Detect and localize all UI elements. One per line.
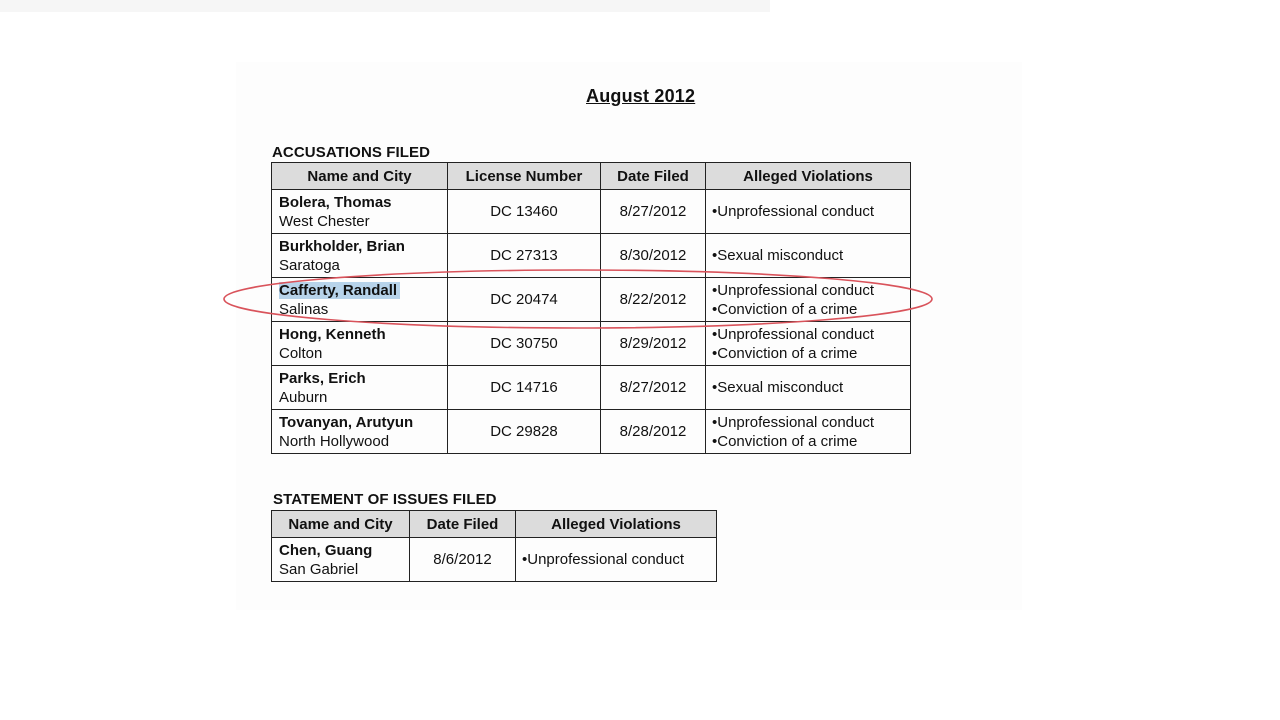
table-row (272, 322, 911, 366)
top-strip (0, 0, 770, 12)
column-header-alleged-violations: Alleged Violations (706, 163, 911, 190)
violation-item: •Conviction of a crime (712, 432, 858, 450)
table-row (272, 538, 717, 582)
violation-item: •Sexual misconduct (712, 379, 844, 396)
highlighted-respondent-name[interactable]: Cafferty, Randall (279, 282, 400, 299)
respondent-city: Auburn (279, 388, 328, 406)
respondent-city: San Gabriel (279, 560, 359, 578)
violation-item: •Sexual misconduct (712, 247, 844, 264)
name-city-cell (272, 190, 448, 234)
name-city-cell (272, 322, 448, 366)
date-filed-cell: 8/27/2012 (601, 366, 706, 410)
respondent-name: Parks, Erich (279, 369, 366, 387)
name-city-cell (272, 366, 448, 410)
date-filed-cell: 8/27/2012 (601, 190, 706, 234)
table-row-highlighted (272, 278, 911, 322)
date-filed-cell: 8/22/2012 (601, 278, 706, 322)
name-city-cell (272, 278, 448, 322)
column-header-date-filed: Date Filed (601, 163, 706, 190)
respondent-city: North Hollywood (279, 432, 390, 450)
column-header-name-city: Name and City (272, 163, 448, 190)
statements-table (271, 510, 717, 582)
respondent-city: West Chester (279, 212, 370, 230)
column-header-alleged-violations: Alleged Violations (516, 511, 717, 538)
violations-cell (706, 322, 911, 366)
respondent-city: Colton (279, 344, 323, 362)
violations-cell (706, 234, 911, 278)
license-number-cell: DC 27313 (448, 234, 601, 278)
violations-cell (516, 538, 717, 582)
respondent-name: Burkholder, Brian (279, 237, 405, 255)
name-city-cell (272, 410, 448, 454)
violations-cell (706, 278, 911, 322)
date-filed-cell: 8/29/2012 (601, 322, 706, 366)
column-header-date-filed: Date Filed (410, 511, 516, 538)
respondent-name: Hong, Kenneth (279, 325, 386, 343)
name-city-cell (272, 234, 448, 278)
violations-cell (706, 190, 911, 234)
violation-item: •Conviction of a crime (712, 300, 858, 318)
license-number-cell: DC 30750 (448, 322, 601, 366)
violation-item: •Unprofessional conduct (712, 325, 875, 343)
respondent-name: Tovanyan, Arutyun (279, 413, 414, 431)
column-header-license-number: License Number (448, 163, 601, 190)
table-row (272, 410, 911, 454)
table-row (272, 190, 911, 234)
license-number-cell: DC 13460 (448, 190, 601, 234)
violations-cell (706, 366, 911, 410)
statements-heading: STATEMENT OF ISSUES FILED (273, 491, 497, 508)
table-header-row (272, 163, 911, 190)
accusations-heading: ACCUSATIONS FILED (272, 144, 431, 161)
license-number-cell: DC 20474 (448, 278, 601, 322)
respondent-city: Salinas (279, 300, 329, 318)
table-row (272, 234, 911, 278)
respondent-city: Saratoga (279, 256, 340, 274)
violation-item: •Unprofessional conduct (712, 281, 875, 299)
respondent-name: Bolera, Thomas (279, 193, 392, 211)
date-filed-cell: 8/6/2012 (410, 538, 516, 582)
accusations-table (271, 162, 911, 454)
table-row (272, 366, 911, 410)
violation-item: •Unprofessional conduct (712, 413, 875, 431)
date-filed-cell: 8/28/2012 (601, 410, 706, 454)
violation-item: •Unprofessional conduct (522, 551, 685, 568)
license-number-cell: DC 14716 (448, 366, 601, 410)
violation-item: •Conviction of a crime (712, 344, 858, 362)
respondent-name: Chen, Guang (279, 541, 373, 559)
date-filed-cell: 8/30/2012 (601, 234, 706, 278)
name-city-cell (272, 538, 410, 582)
document-title: August 2012 (586, 86, 696, 106)
column-header-name-city: Name and City (272, 511, 410, 538)
table-header-row (272, 511, 717, 538)
license-number-cell: DC 29828 (448, 410, 601, 454)
violations-cell (706, 410, 911, 454)
violation-item: •Unprofessional conduct (712, 203, 875, 220)
